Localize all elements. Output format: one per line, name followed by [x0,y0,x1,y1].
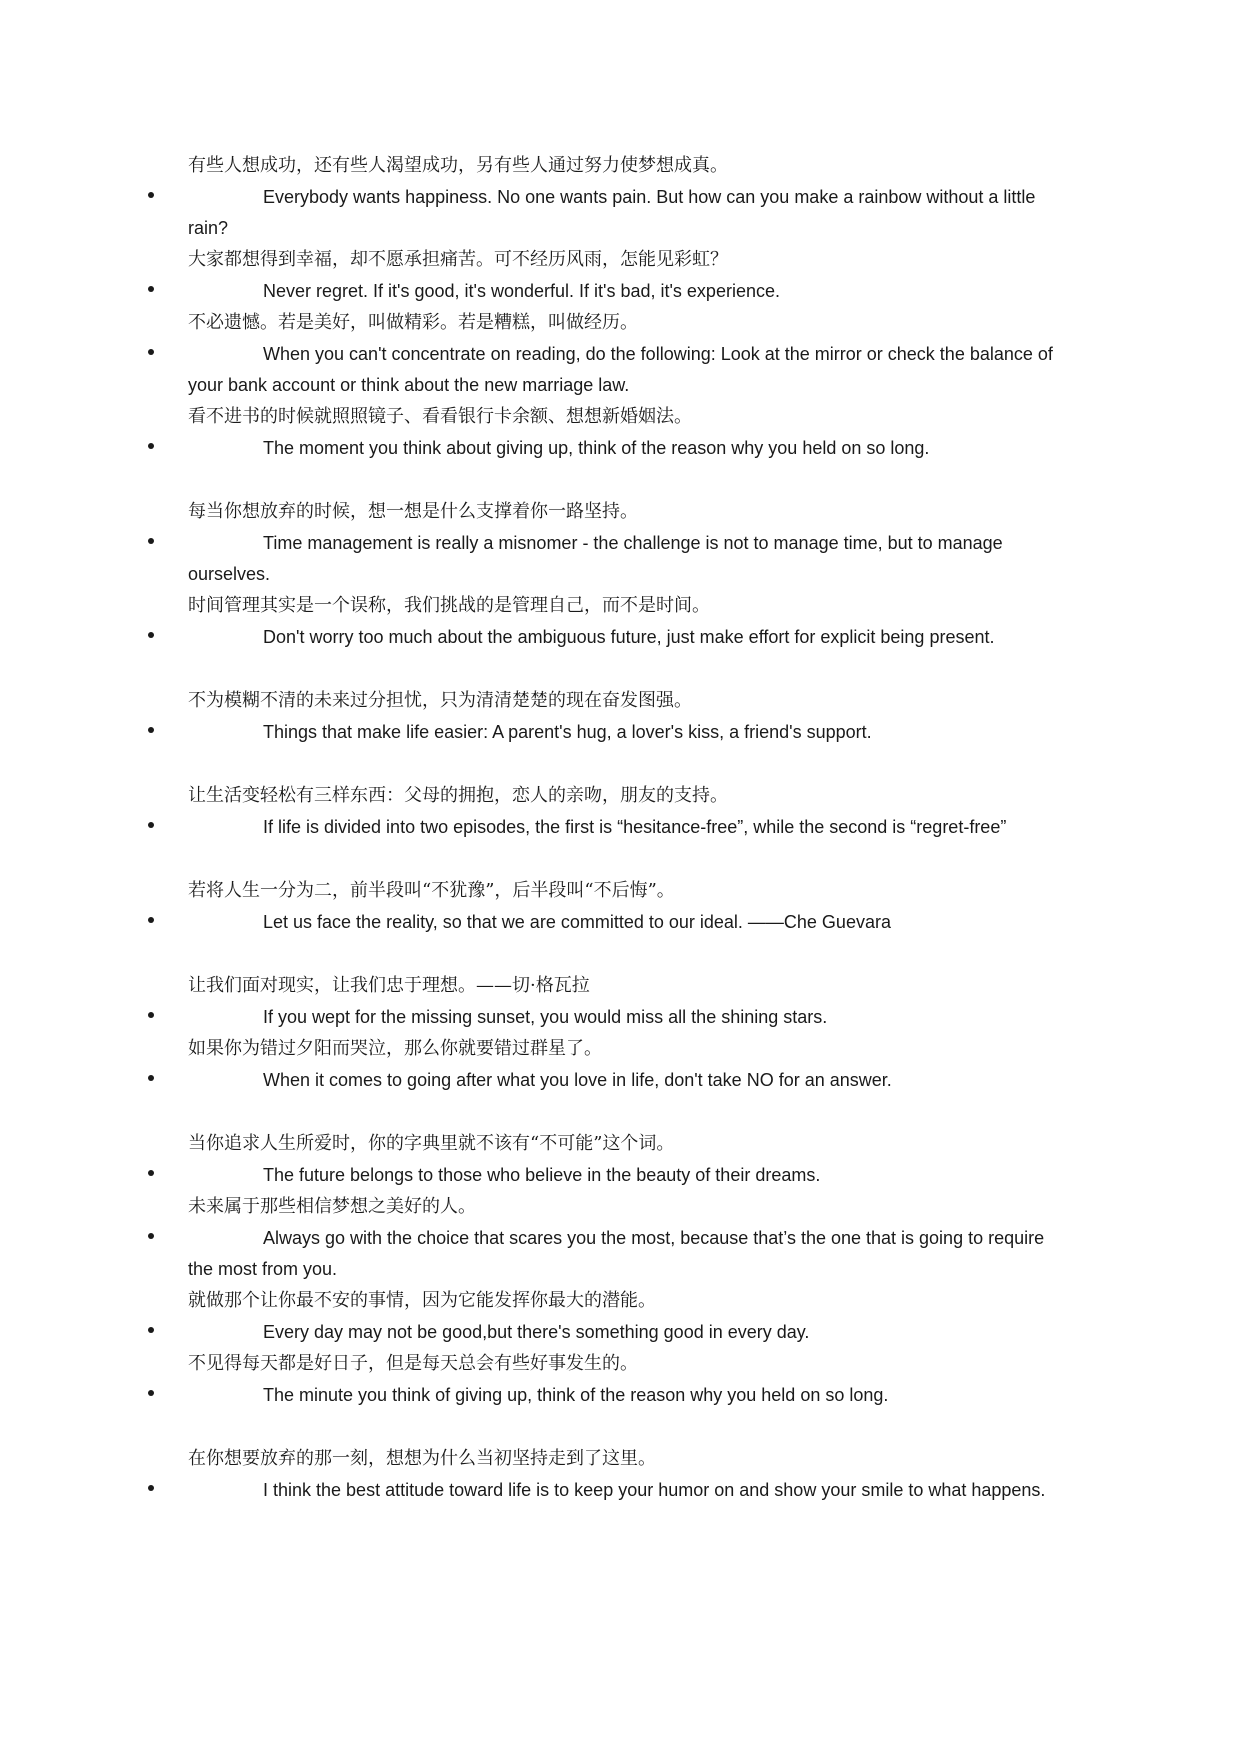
bullet-icon [148,349,154,355]
bullet-icon [148,538,154,544]
list-item [188,1317,1058,1380]
bullet-icon [148,1390,154,1396]
bullet-icon [148,632,154,638]
english-quote: When you can't concentrate on reading, do the following: Look at the mirror or check the balance of your bank account or think about the new marriage law. [188,344,1053,395]
english-quote: The future belongs to those who believe in the beauty of their dreams. [263,1165,821,1185]
chinese-translation: 大家都想得到幸福，却不愿承担痛苦。可不经历风雨，怎能见彩虹？ [188,249,728,270]
english-quote: Always go with the choice that scares you the most, because that’s the one that is going to require the most from you. [188,1228,1045,1279]
list-item [188,1160,1058,1223]
bullet-icon [148,822,154,828]
english-quote: Every day may not be good,but there's something good in every day. [263,1322,810,1342]
list-item [188,276,1058,339]
chinese-translation: 时间管理其实是一个误称，我们挑战的是管理自己，而不是时间。 [188,595,710,616]
list-item [188,1380,1058,1475]
list-item [188,812,1058,907]
bullet-icon [148,1485,154,1491]
chinese-translation: 如果你为错过夕阳而哭泣，那么你就要错过群星了。 [188,1038,602,1059]
english-quote: Never regret. If it's good, it's wonderful. If it's bad, it's experience. [263,281,780,301]
bullet-icon [148,1075,154,1081]
chinese-translation: 让生活变轻松有三样东西：父母的拥抱，恋人的亲吻，朋友的支持。 [188,785,728,806]
list-item [188,182,1058,276]
chinese-translation: 在你想要放弃的那一刻，想想为什么当初坚持走到了这里。 [188,1448,656,1469]
english-quote: When it comes to going after what you love in life, don't take NO for an answer. [263,1070,892,1090]
list-item [188,1223,1058,1317]
list-item [188,1002,1058,1065]
english-quote: The moment you think about giving up, think of the reason why you held on so long. [263,438,930,458]
bullet-icon [148,443,154,449]
bullet-icon [148,917,154,923]
lead-chinese-line: 有些人想成功，还有些人渴望成功，另有些人通过努力使梦想成真。 [188,155,728,176]
chinese-translation: 就做那个让你最不安的事情，因为它能发挥你最大的潜能。 [188,1290,656,1311]
bullet-icon [148,1233,154,1239]
list-item [188,717,1058,812]
list-item [188,339,1058,433]
list-item [188,1475,1058,1506]
chinese-translation: 当你追求人生所爱时，你的字典里就不该有“不可能”这个词。 [188,1133,675,1154]
bullet-icon [148,286,154,292]
list-item [188,433,1058,528]
bullet-icon [148,192,154,198]
list-item [188,622,1058,717]
english-quote: If you wept for the missing sunset, you would miss all the shining stars. [263,1007,828,1027]
list-item [188,528,1058,622]
english-quote: Let us face the reality, so that we are committed to our ideal. ——Che Guevara [263,912,891,932]
english-quote: Everybody wants happiness. No one wants pain. But how can you make a rainbow without a little rain? [188,187,1036,238]
english-quote: If life is divided into two episodes, the first is “hesitance-free”, while the second is “regret-free” [263,817,1007,837]
bullet-icon [148,1012,154,1018]
english-quote: Time management is really a misnomer - the challenge is not to manage time, but to manage ourselves. [188,533,1003,584]
list-item [188,907,1058,1002]
list-item [188,1065,1058,1160]
english-quote: I think the best attitude toward life is to keep your humor on and show your smile to what happens. [263,1480,1046,1500]
chinese-translation: 看不进书的时候就照照镜子、看看银行卡余额、想想新婚姻法。 [188,406,692,427]
chinese-translation: 让我们面对现实，让我们忠于理想。——切·格瓦拉 [188,975,590,996]
bullet-icon [148,727,154,733]
chinese-translation: 不为模糊不清的未来过分担忧，只为清清楚楚的现在奋发图强。 [188,690,692,711]
english-quote: Things that make life easier: A parent's hug, a lover's kiss, a friend's support. [263,722,872,742]
document-body [188,150,1058,1506]
chinese-translation: 每当你想放弃的时候，想一想是什么支撑着你一路坚持。 [188,501,638,522]
chinese-translation: 若将人生一分为二，前半段叫“不犹豫”，后半段叫“不后悔”。 [188,880,675,901]
chinese-translation: 不必遗憾。若是美好，叫做精彩。若是糟糕，叫做经历。 [188,312,638,333]
chinese-translation: 未来属于那些相信梦想之美好的人。 [188,1196,476,1217]
chinese-translation: 不见得每天都是好日子，但是每天总会有些好事发生的。 [188,1353,638,1374]
bullet-icon [148,1327,154,1333]
bullet-icon [148,1170,154,1176]
english-quote: The minute you think of giving up, think of the reason why you held on so long. [263,1385,889,1405]
english-quote: Don't worry too much about the ambiguous future, just make effort for explicit being present. [263,627,995,647]
